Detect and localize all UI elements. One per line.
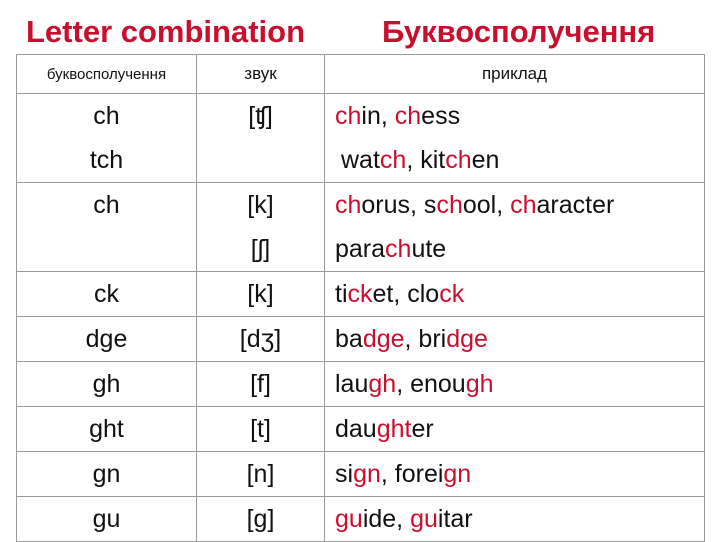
- example-text: itar: [437, 505, 473, 533]
- example-text: ute: [411, 235, 447, 263]
- highlighted-letters: ch: [445, 146, 472, 174]
- example-text: si: [335, 460, 354, 488]
- sound-text: [n]: [246, 460, 275, 488]
- highlighted-letters: gu: [410, 505, 438, 533]
- sound-cell: [197, 497, 325, 542]
- sound-text: [ʃ]: [250, 235, 271, 263]
- example-text: , kit: [406, 146, 446, 174]
- example-text: , bri: [404, 325, 447, 353]
- sound-text: [t]: [250, 415, 271, 443]
- example-cell: [325, 94, 705, 183]
- column-header-example: приклад: [325, 55, 705, 94]
- table-row: [17, 407, 705, 452]
- example-cell: [325, 407, 705, 452]
- combination-text: ck: [94, 280, 119, 308]
- table-row: [17, 272, 705, 317]
- example-line: [335, 362, 704, 406]
- combination-text: gh: [92, 370, 121, 398]
- sound-text: [197, 138, 324, 182]
- highlighted-letters: ck: [347, 280, 373, 308]
- example-text: ess: [421, 102, 461, 130]
- highlighted-letters: ch: [335, 102, 362, 130]
- highlighted-letters: ch: [379, 146, 407, 174]
- sound-text: [k]: [247, 191, 274, 219]
- highlighted-letters: gh: [465, 370, 494, 398]
- sound-cell: [197, 407, 325, 452]
- combination-cell: [17, 272, 197, 317]
- sound-text: [k]: [247, 280, 274, 308]
- highlighted-letters: ch: [510, 191, 537, 219]
- example-text: para: [335, 235, 386, 263]
- highlighted-letters: dge: [362, 325, 405, 353]
- example-text: wat: [341, 146, 380, 174]
- highlighted-letters: dge: [446, 325, 488, 353]
- combination-cell: [17, 452, 197, 497]
- example-line: [335, 272, 704, 316]
- example-text: ide,: [362, 505, 411, 533]
- example-text: et, clo: [372, 280, 440, 308]
- combination-text: gu: [92, 505, 121, 533]
- example-text: er: [411, 415, 434, 443]
- highlighted-letters: ch: [335, 191, 362, 219]
- combination-text: tch: [89, 146, 124, 174]
- sound-cell: [197, 183, 325, 272]
- example-line: [335, 183, 704, 227]
- combination-text: dge: [85, 325, 128, 353]
- table-row: [17, 497, 705, 542]
- column-header-combination: буквосполучення: [17, 55, 197, 94]
- table-row: [17, 317, 705, 362]
- example-text: , enou: [396, 370, 466, 398]
- sound-text: [g]: [246, 505, 275, 533]
- example-line: [335, 317, 704, 361]
- example-text: aracter: [536, 191, 615, 219]
- highlighted-letters: gn: [353, 460, 381, 488]
- example-line: [335, 94, 704, 138]
- combination-text: ch: [93, 102, 120, 130]
- example-text: orus, s: [361, 191, 437, 219]
- title-english: Letter combination: [26, 14, 306, 49]
- highlighted-letters: ch: [385, 235, 412, 263]
- combination-text: [17, 227, 196, 271]
- combination-cell: [17, 497, 197, 542]
- example-cell: [325, 452, 705, 497]
- example-cell: [325, 183, 705, 272]
- example-text: en: [471, 146, 500, 174]
- phonics-table: [16, 54, 705, 542]
- sound-text: [ʧ]: [248, 102, 273, 130]
- highlighted-letters: ght: [376, 415, 412, 443]
- table-row: [17, 452, 705, 497]
- header-row: [17, 55, 705, 94]
- combination-cell: [17, 407, 197, 452]
- combination-text: gn: [92, 460, 121, 488]
- table-body: [17, 94, 705, 542]
- combination-cell: [17, 183, 197, 272]
- table-row: [17, 94, 705, 183]
- combination-cell: [17, 362, 197, 407]
- sound-cell: [197, 94, 325, 183]
- combination-text: ght: [89, 415, 124, 443]
- sound-cell: [197, 362, 325, 407]
- sound-cell: [197, 272, 325, 317]
- highlighted-letters: ck: [439, 280, 465, 308]
- sound-text: [f]: [250, 370, 271, 398]
- example-cell: [325, 362, 705, 407]
- example-cell: [325, 497, 705, 542]
- example-text: lau: [335, 370, 369, 398]
- highlighted-letters: gu: [335, 505, 363, 533]
- table-row: [17, 362, 705, 407]
- example-line: [335, 138, 704, 182]
- example-line: [335, 452, 704, 496]
- example-text: , forei: [380, 460, 444, 488]
- combination-text: ch: [93, 191, 120, 219]
- combination-cell: [17, 94, 197, 183]
- example-text: ti: [335, 280, 348, 308]
- example-text: ool,: [462, 191, 511, 219]
- sound-cell: [197, 452, 325, 497]
- example-text: dau: [335, 415, 377, 443]
- title-ukrainian: Буквосполучення: [382, 14, 656, 49]
- sound-text: [dʒ]: [239, 325, 282, 353]
- table-row: [17, 183, 705, 272]
- example-line: [335, 407, 704, 451]
- highlighted-letters: ch: [436, 191, 463, 219]
- highlighted-letters: gh: [368, 370, 397, 398]
- example-line: [335, 227, 704, 271]
- example-cell: [325, 272, 705, 317]
- example-text: ba: [335, 325, 363, 353]
- column-header-sound: звук: [197, 55, 325, 94]
- highlighted-letters: gn: [443, 460, 472, 488]
- highlighted-letters: ch: [394, 102, 422, 130]
- sound-cell: [197, 317, 325, 362]
- example-cell: [325, 317, 705, 362]
- combination-cell: [17, 317, 197, 362]
- example-text: in,: [361, 102, 395, 130]
- example-line: [335, 497, 704, 541]
